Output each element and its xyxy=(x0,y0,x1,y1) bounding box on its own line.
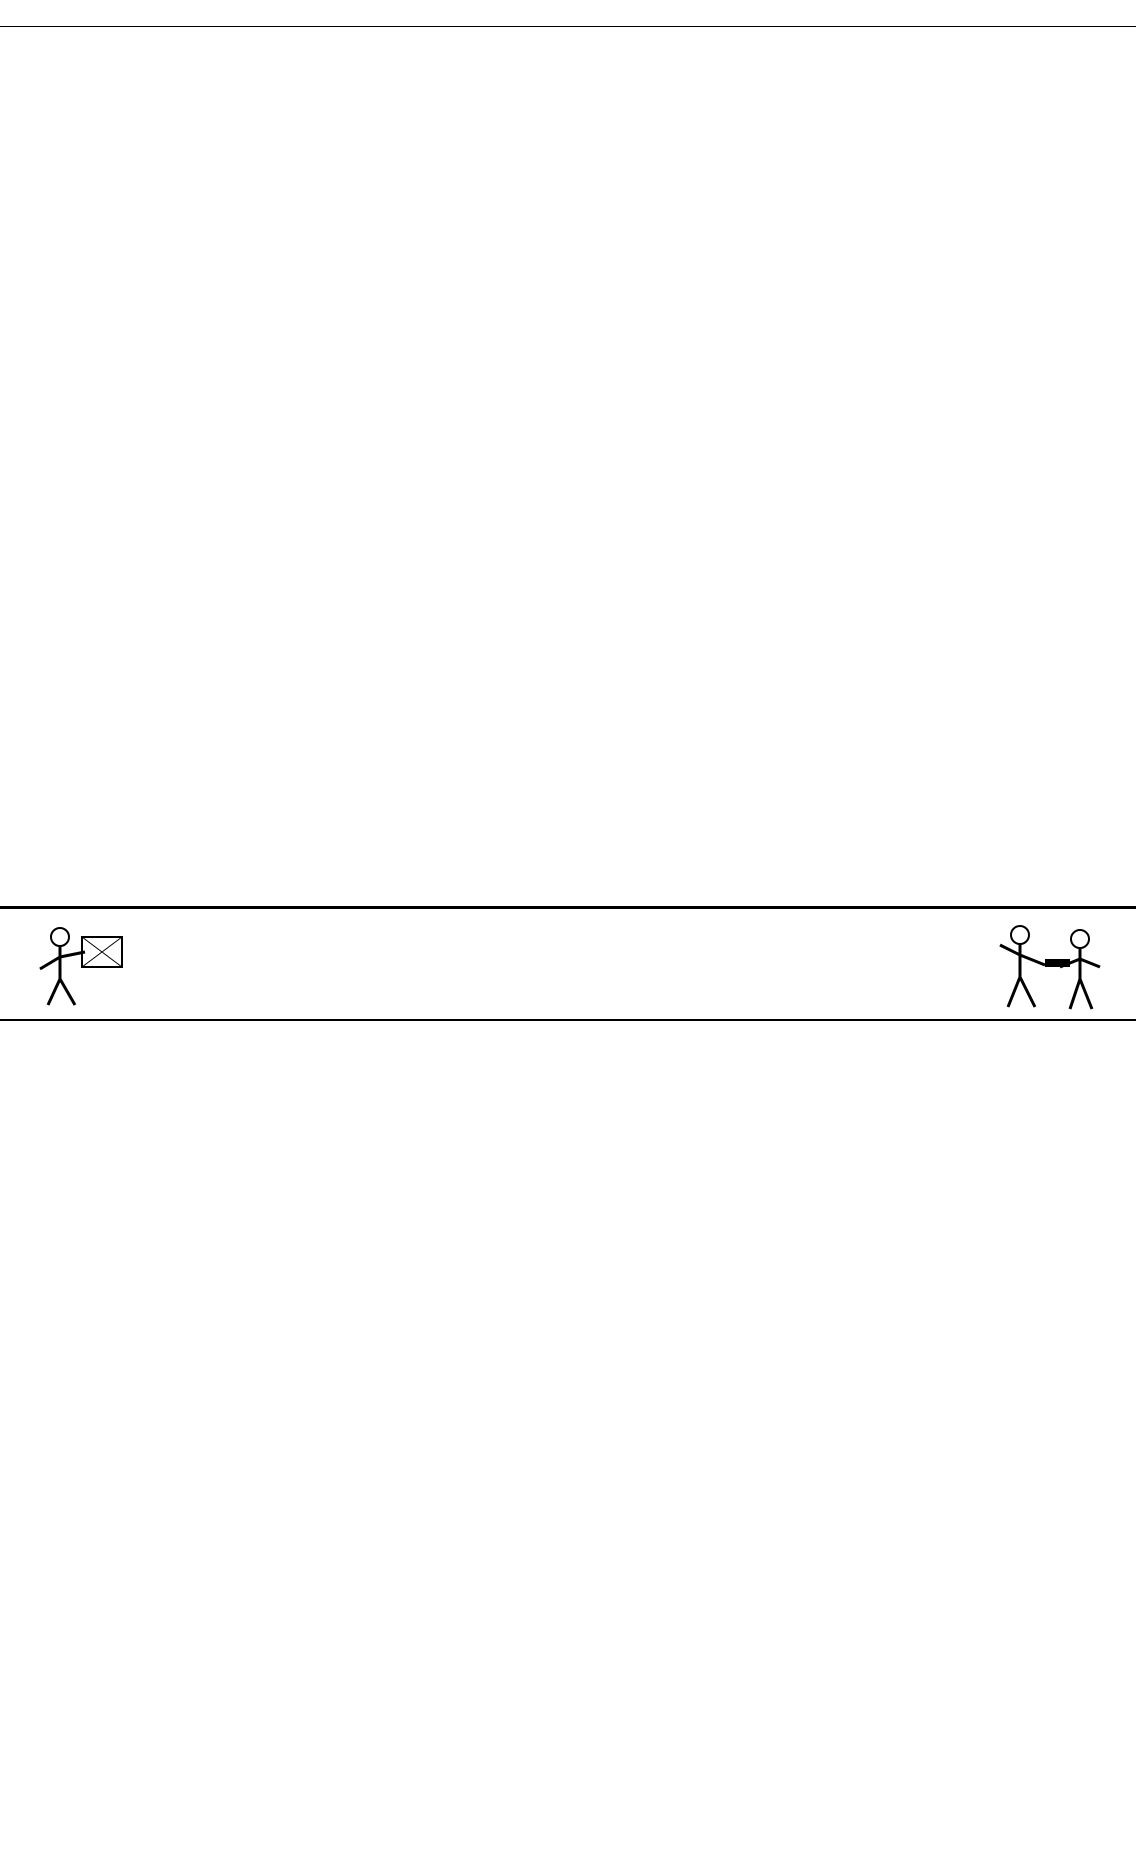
workmen-illustration-left xyxy=(20,917,130,1009)
classified-top-section xyxy=(0,26,1136,906)
page-footer xyxy=(0,1850,1136,1867)
home-service-guide-banner xyxy=(0,906,1136,1021)
page-header xyxy=(0,0,1136,27)
workmen-illustration-right xyxy=(960,917,1120,1012)
service-guide-section xyxy=(0,1018,1136,1848)
